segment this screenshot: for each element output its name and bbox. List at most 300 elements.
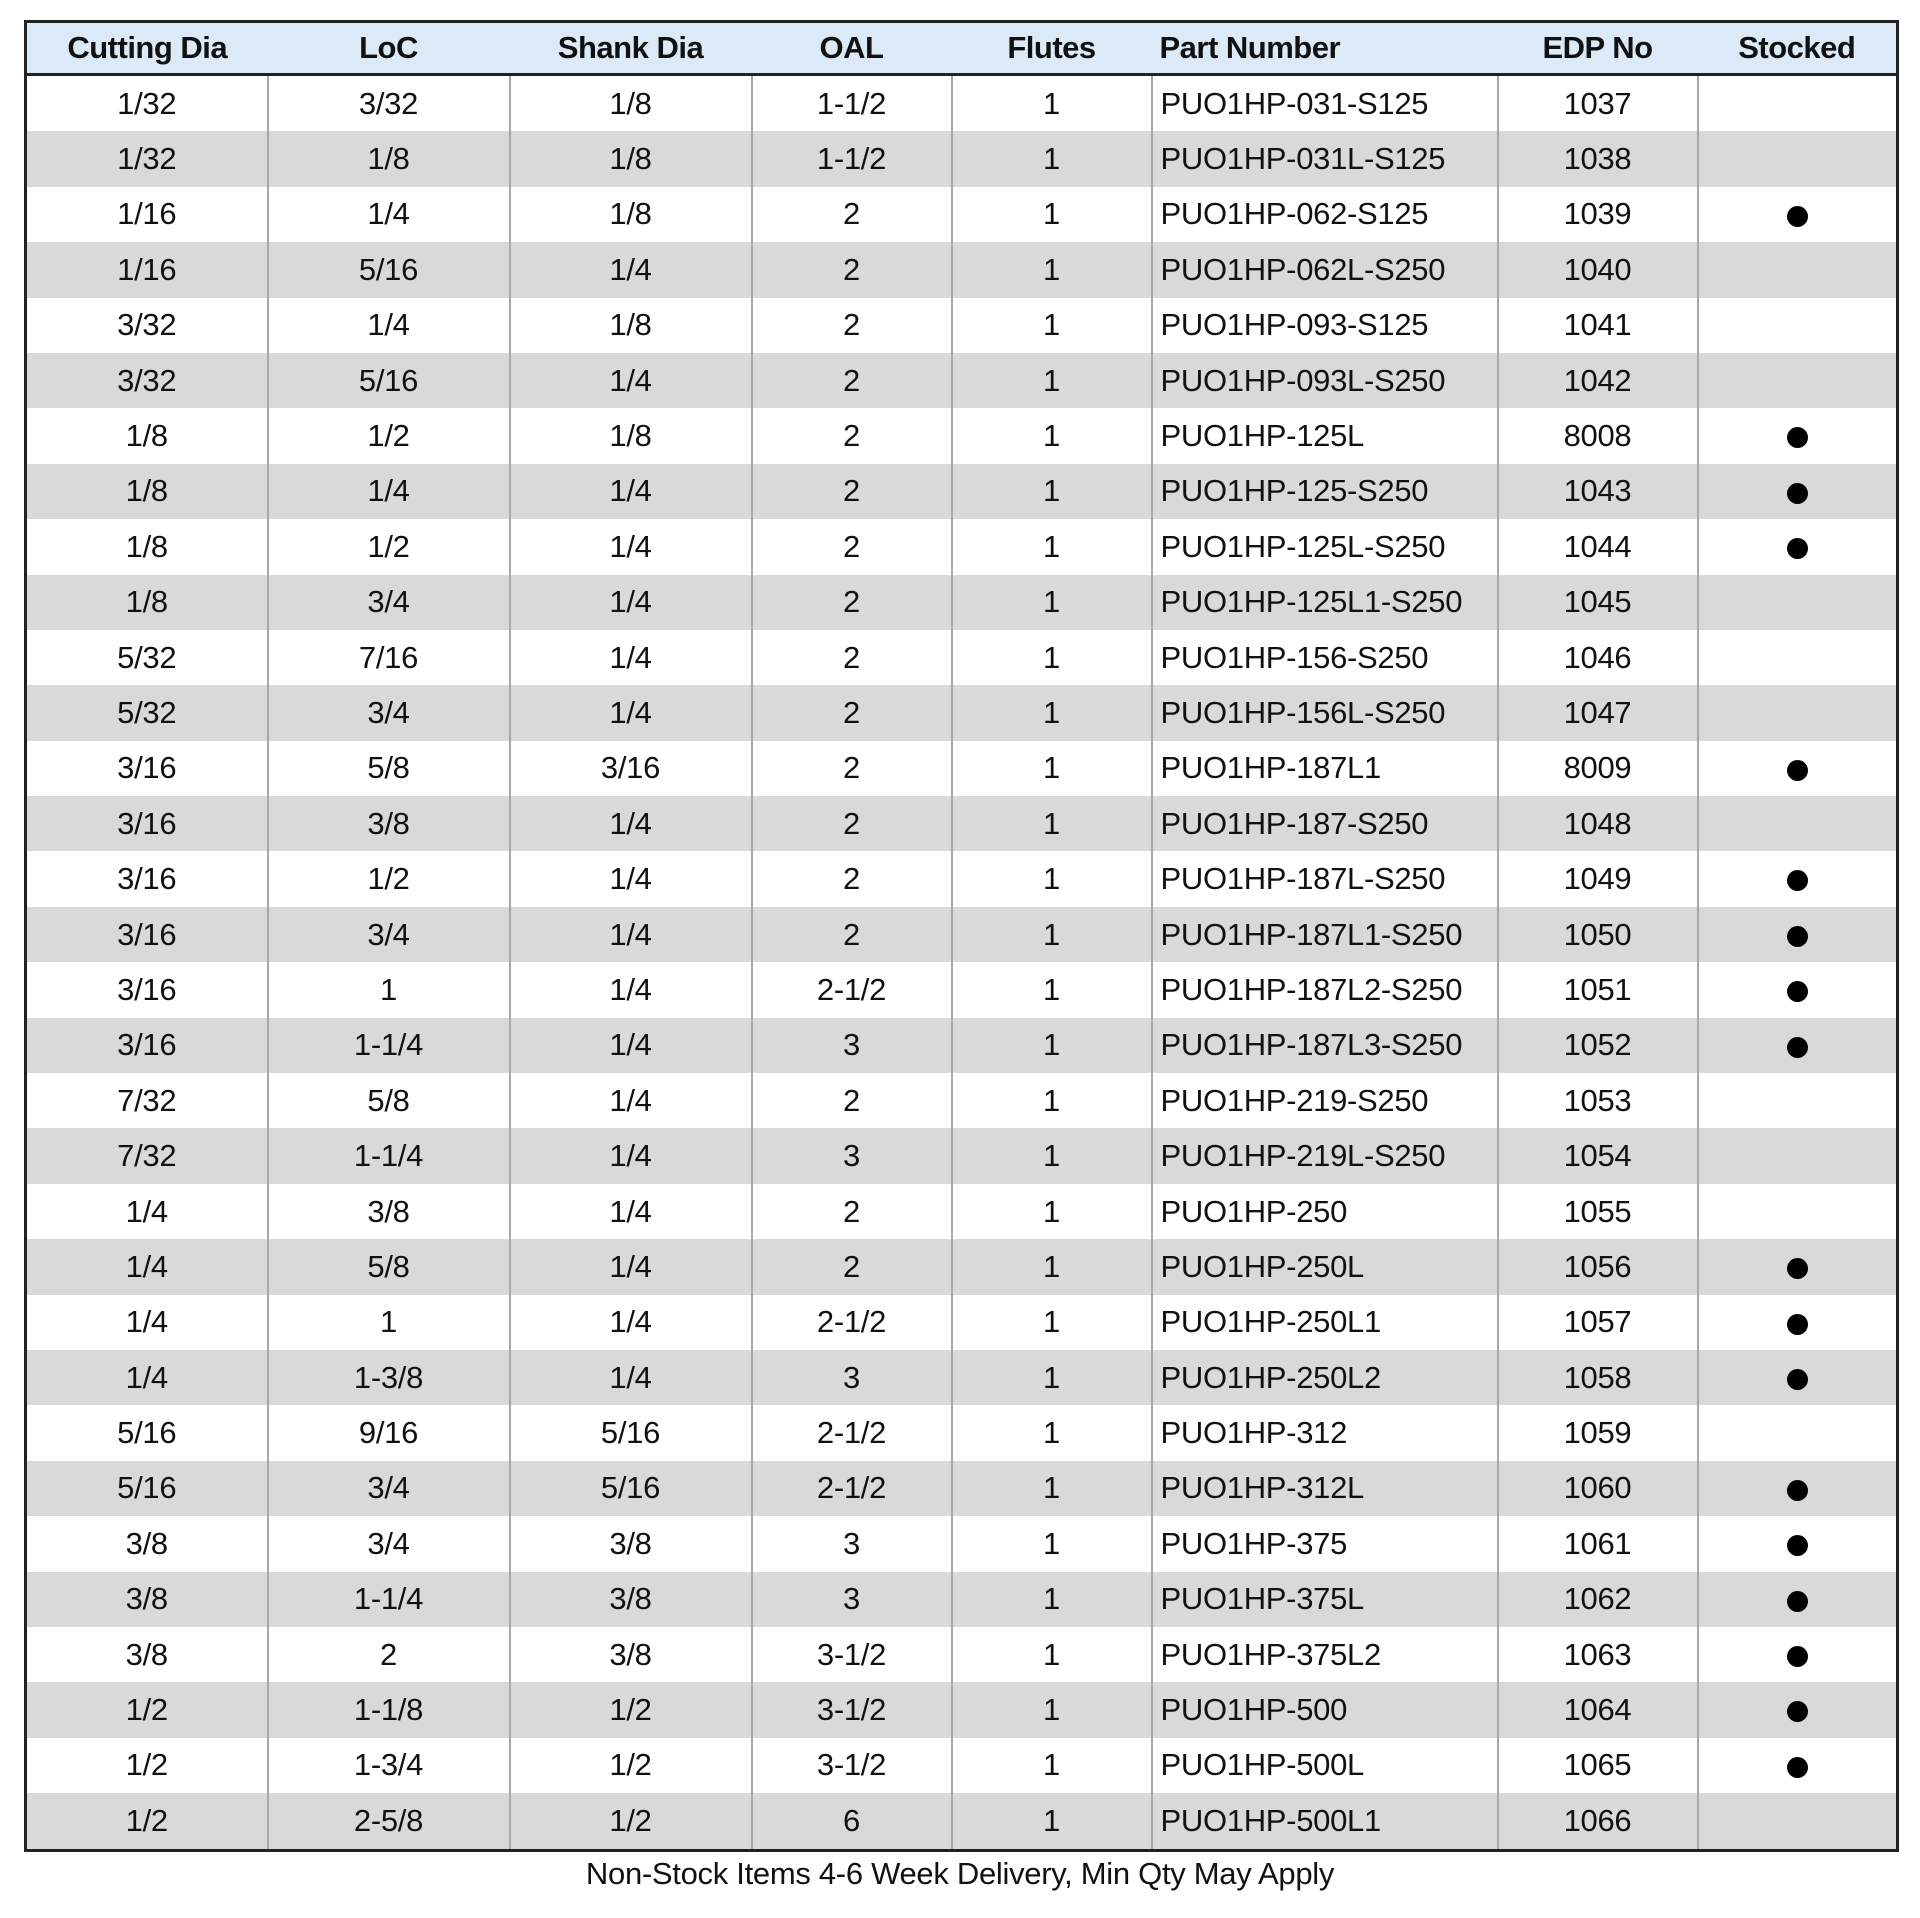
cell-cutting-dia: 7/32 [26,1073,268,1128]
cell-cutting-dia: 1/2 [26,1793,268,1850]
table-row [26,1461,1898,1516]
product-table-sheet [24,20,1896,1852]
cell-loc: 5/16 [268,242,510,297]
cell-stocked [1698,519,1898,574]
cell-shank-dia: 1/4 [510,1018,752,1073]
header-oal: OAL [752,22,952,75]
cell-part-number: PUO1HP-500L1 [1152,1793,1498,1850]
table-row [26,851,1898,906]
cell-flutes: 1 [952,1350,1152,1405]
table-row [26,1239,1898,1294]
cell-edp-no: 1058 [1498,1350,1698,1405]
cell-flutes: 1 [952,353,1152,408]
table-row [26,962,1898,1017]
cell-flutes: 1 [952,1516,1152,1571]
cell-cutting-dia: 5/16 [26,1405,268,1460]
cell-part-number: PUO1HP-250L [1152,1239,1498,1294]
cell-shank-dia: 1/2 [510,1682,752,1737]
filled-circle-icon [1787,483,1808,504]
footnote: Non-Stock Items 4-6 Week Delivery, Min Qty May Apply [585,1856,1335,1891]
cell-stocked [1698,464,1898,519]
cell-cutting-dia: 3/16 [26,962,268,1017]
cell-flutes: 1 [952,741,1152,796]
cell-part-number: PUO1HP-312 [1152,1405,1498,1460]
cell-shank-dia: 1/2 [510,1793,752,1850]
cell-shank-dia: 1/4 [510,353,752,408]
cell-cutting-dia: 5/16 [26,1461,268,1516]
cell-flutes: 1 [952,75,1152,132]
cell-oal: 2-1/2 [752,1461,952,1516]
cell-part-number: PUO1HP-125-S250 [1152,464,1498,519]
filled-circle-icon [1787,1646,1808,1667]
cell-oal: 3 [752,1350,952,1405]
cell-flutes: 1 [952,1793,1152,1850]
cell-shank-dia: 1/8 [510,75,752,132]
cell-oal: 3-1/2 [752,1682,952,1737]
cell-stocked [1698,1627,1898,1682]
cell-part-number: PUO1HP-187-S250 [1152,796,1498,851]
cell-loc: 5/8 [268,1239,510,1294]
cell-part-number: PUO1HP-156-S250 [1152,630,1498,685]
cell-edp-no: 1043 [1498,464,1698,519]
table-row [26,1738,1898,1793]
table-row [26,1073,1898,1128]
cell-stocked [1698,1184,1898,1239]
cell-shank-dia: 1/4 [510,519,752,574]
table-row [26,353,1898,408]
cell-loc: 3/4 [268,1461,510,1516]
table-row [26,741,1898,796]
cell-part-number: PUO1HP-031-S125 [1152,75,1498,132]
cell-cutting-dia: 1/8 [26,519,268,574]
cell-edp-no: 1037 [1498,75,1698,132]
cell-loc: 2-5/8 [268,1793,510,1850]
cell-flutes: 1 [952,962,1152,1017]
cell-cutting-dia: 3/8 [26,1572,268,1627]
cell-shank-dia: 1/8 [510,187,752,242]
header-flutes: Flutes [952,22,1152,75]
cell-loc: 9/16 [268,1405,510,1460]
cell-edp-no: 1057 [1498,1295,1698,1350]
cell-shank-dia: 1/4 [510,1073,752,1128]
cell-oal: 2 [752,575,952,630]
header-shank-dia: Shank Dia [510,22,752,75]
table-row [26,298,1898,353]
table-row [26,1627,1898,1682]
cell-oal: 2 [752,298,952,353]
cell-cutting-dia: 3/16 [26,1018,268,1073]
cell-edp-no: 1038 [1498,131,1698,186]
cell-edp-no: 1041 [1498,298,1698,353]
table-row [26,1793,1898,1850]
cell-loc: 1-3/8 [268,1350,510,1405]
cell-oal: 2 [752,408,952,463]
cell-loc: 1-1/8 [268,1682,510,1737]
cell-flutes: 1 [952,519,1152,574]
cell-edp-no: 1045 [1498,575,1698,630]
cell-flutes: 1 [952,1738,1152,1793]
table-row [26,1128,1898,1183]
cell-cutting-dia: 1/4 [26,1184,268,1239]
cell-loc: 1 [268,962,510,1017]
filled-circle-icon [1787,1314,1808,1335]
cell-cutting-dia: 3/16 [26,796,268,851]
filled-circle-icon [1787,1369,1808,1390]
cell-flutes: 1 [952,187,1152,242]
cell-stocked [1698,1461,1898,1516]
cell-loc: 5/8 [268,1073,510,1128]
table-row [26,1516,1898,1571]
cell-stocked [1698,1350,1898,1405]
cell-shank-dia: 1/4 [510,962,752,1017]
cell-part-number: PUO1HP-219-S250 [1152,1073,1498,1128]
cell-edp-no: 1048 [1498,796,1698,851]
cell-part-number: PUO1HP-219L-S250 [1152,1128,1498,1183]
header-loc: LoC [268,22,510,75]
header-row [26,22,1898,75]
cell-shank-dia: 1/4 [510,685,752,740]
filled-circle-icon [1787,870,1808,891]
cell-edp-no: 1055 [1498,1184,1698,1239]
cell-flutes: 1 [952,464,1152,519]
cell-loc: 3/4 [268,1516,510,1571]
filled-circle-icon [1787,1258,1808,1279]
cell-shank-dia: 5/16 [510,1461,752,1516]
cell-cutting-dia: 7/32 [26,1128,268,1183]
cell-oal: 2 [752,1184,952,1239]
cell-cutting-dia: 1/16 [26,187,268,242]
cell-cutting-dia: 3/8 [26,1516,268,1571]
cell-oal: 3-1/2 [752,1627,952,1682]
cell-shank-dia: 1/4 [510,242,752,297]
cell-edp-no: 1050 [1498,907,1698,962]
table-header [26,22,1898,75]
filled-circle-icon [1787,1037,1808,1058]
cell-shank-dia: 1/4 [510,464,752,519]
cell-flutes: 1 [952,1295,1152,1350]
cell-stocked [1698,1073,1898,1128]
cell-part-number: PUO1HP-187L-S250 [1152,851,1498,906]
cell-shank-dia: 1/4 [510,1295,752,1350]
cell-part-number: PUO1HP-125L1-S250 [1152,575,1498,630]
cell-shank-dia: 1/4 [510,1184,752,1239]
cell-stocked [1698,75,1898,132]
cell-part-number: PUO1HP-250 [1152,1184,1498,1239]
cell-stocked [1698,1516,1898,1571]
cell-shank-dia: 1/4 [510,851,752,906]
cell-stocked [1698,1295,1898,1350]
cell-oal: 2-1/2 [752,1405,952,1460]
cell-edp-no: 1049 [1498,851,1698,906]
table-row [26,907,1898,962]
cell-edp-no: 1063 [1498,1627,1698,1682]
cell-cutting-dia: 1/8 [26,464,268,519]
cell-part-number: PUO1HP-062L-S250 [1152,242,1498,297]
cell-flutes: 1 [952,685,1152,740]
cell-shank-dia: 3/16 [510,741,752,796]
cell-shank-dia: 1/4 [510,796,752,851]
cell-loc: 1-1/4 [268,1572,510,1627]
cell-loc: 3/8 [268,1184,510,1239]
filled-circle-icon [1787,981,1808,1002]
cell-cutting-dia: 1/2 [26,1738,268,1793]
cell-shank-dia: 5/16 [510,1405,752,1460]
cell-shank-dia: 1/4 [510,630,752,685]
cell-part-number: PUO1HP-187L2-S250 [1152,962,1498,1017]
cell-shank-dia: 3/8 [510,1627,752,1682]
cell-shank-dia: 1/4 [510,1239,752,1294]
cell-part-number: PUO1HP-062-S125 [1152,187,1498,242]
cell-loc: 1-1/4 [268,1018,510,1073]
cell-cutting-dia: 1/8 [26,575,268,630]
cell-shank-dia: 3/8 [510,1572,752,1627]
cell-flutes: 1 [952,242,1152,297]
cell-oal: 3 [752,1572,952,1627]
cell-stocked [1698,851,1898,906]
cell-oal: 2-1/2 [752,962,952,1017]
cell-stocked [1698,962,1898,1017]
cell-part-number: PUO1HP-312L [1152,1461,1498,1516]
table-row [26,630,1898,685]
cell-loc: 3/32 [268,75,510,132]
filled-circle-icon [1787,1535,1808,1556]
cell-oal: 2 [752,851,952,906]
cell-edp-no: 1052 [1498,1018,1698,1073]
cell-part-number: PUO1HP-500 [1152,1682,1498,1737]
table-body [26,75,1898,1851]
header-edp-no: EDP No [1498,22,1698,75]
cell-oal: 1-1/2 [752,75,952,132]
cell-flutes: 1 [952,1018,1152,1073]
cell-oal: 2 [752,464,952,519]
cell-loc: 1/4 [268,464,510,519]
cell-flutes: 1 [952,575,1152,630]
cell-stocked [1698,1239,1898,1294]
cell-stocked [1698,1738,1898,1793]
cell-oal: 2 [752,630,952,685]
cell-loc: 1-3/4 [268,1738,510,1793]
cell-oal: 2 [752,741,952,796]
cell-cutting-dia: 3/32 [26,298,268,353]
cell-flutes: 1 [952,1627,1152,1682]
cell-oal: 6 [752,1793,952,1850]
cell-shank-dia: 1/4 [510,1128,752,1183]
cell-oal: 3 [752,1516,952,1571]
cell-oal: 2 [752,907,952,962]
table-row [26,242,1898,297]
cell-loc: 1/8 [268,131,510,186]
cell-edp-no: 1044 [1498,519,1698,574]
cell-shank-dia: 1/4 [510,575,752,630]
table-row [26,1405,1898,1460]
cell-stocked [1698,353,1898,408]
cell-oal: 2 [752,242,952,297]
cell-oal: 2 [752,796,952,851]
cell-flutes: 1 [952,907,1152,962]
cell-stocked [1698,575,1898,630]
cell-loc: 5/16 [268,353,510,408]
cell-edp-no: 1066 [1498,1793,1698,1850]
cell-flutes: 1 [952,298,1152,353]
cell-loc: 2 [268,1627,510,1682]
cell-loc: 3/4 [268,685,510,740]
cell-cutting-dia: 3/8 [26,1627,268,1682]
cell-edp-no: 1059 [1498,1405,1698,1460]
cell-cutting-dia: 1/4 [26,1239,268,1294]
cell-edp-no: 1056 [1498,1239,1698,1294]
cell-oal: 2 [752,1073,952,1128]
cell-cutting-dia: 3/16 [26,741,268,796]
cell-oal: 2 [752,187,952,242]
cell-part-number: PUO1HP-375L [1152,1572,1498,1627]
filled-circle-icon [1787,1480,1808,1501]
cell-edp-no: 1046 [1498,630,1698,685]
filled-circle-icon [1787,427,1808,448]
cell-part-number: PUO1HP-093-S125 [1152,298,1498,353]
cell-stocked [1698,907,1898,962]
cell-oal: 2 [752,685,952,740]
cell-part-number: PUO1HP-093L-S250 [1152,353,1498,408]
cell-flutes: 1 [952,1184,1152,1239]
cell-stocked [1698,630,1898,685]
cell-oal: 2 [752,353,952,408]
cell-part-number: PUO1HP-375 [1152,1516,1498,1571]
table-row [26,1184,1898,1239]
cell-edp-no: 1054 [1498,1128,1698,1183]
cell-cutting-dia: 5/32 [26,685,268,740]
cell-stocked [1698,1405,1898,1460]
cell-stocked [1698,298,1898,353]
cell-loc: 1 [268,1295,510,1350]
cell-cutting-dia: 1/2 [26,1682,268,1737]
cell-loc: 7/16 [268,630,510,685]
cell-flutes: 1 [952,1405,1152,1460]
filled-circle-icon [1787,1701,1808,1722]
cell-edp-no: 1039 [1498,187,1698,242]
cell-part-number: PUO1HP-250L2 [1152,1350,1498,1405]
cell-part-number: PUO1HP-500L [1152,1738,1498,1793]
cell-shank-dia: 1/8 [510,131,752,186]
cell-cutting-dia: 1/8 [26,408,268,463]
table-row [26,187,1898,242]
cell-edp-no: 1053 [1498,1073,1698,1128]
filled-circle-icon [1787,538,1808,559]
cell-cutting-dia: 1/4 [26,1350,268,1405]
cell-cutting-dia: 1/32 [26,75,268,132]
header-stocked: Stocked [1698,22,1898,75]
cell-shank-dia: 3/8 [510,1516,752,1571]
cell-stocked [1698,741,1898,796]
cell-stocked [1698,1682,1898,1737]
table-row [26,1572,1898,1627]
table-row [26,575,1898,630]
cell-oal: 1-1/2 [752,131,952,186]
cell-oal: 3 [752,1128,952,1183]
cell-cutting-dia: 3/32 [26,353,268,408]
filled-circle-icon [1787,926,1808,947]
cell-flutes: 1 [952,1128,1152,1183]
cell-loc: 1/2 [268,851,510,906]
cell-shank-dia: 1/2 [510,1738,752,1793]
cell-part-number: PUO1HP-187L1 [1152,741,1498,796]
cell-part-number: PUO1HP-375L2 [1152,1627,1498,1682]
cell-stocked [1698,187,1898,242]
cell-edp-no: 1042 [1498,353,1698,408]
product-spec-table [24,20,1899,1852]
table-row [26,408,1898,463]
cell-loc: 3/4 [268,575,510,630]
cell-edp-no: 1040 [1498,242,1698,297]
cell-flutes: 1 [952,630,1152,685]
cell-stocked [1698,1572,1898,1627]
cell-loc: 5/8 [268,741,510,796]
filled-circle-icon [1787,760,1808,781]
cell-edp-no: 8008 [1498,408,1698,463]
cell-edp-no: 1051 [1498,962,1698,1017]
cell-stocked [1698,242,1898,297]
cell-part-number: PUO1HP-187L1-S250 [1152,907,1498,962]
cell-stocked [1698,1128,1898,1183]
cell-part-number: PUO1HP-187L3-S250 [1152,1018,1498,1073]
cell-stocked [1698,1793,1898,1850]
cell-stocked [1698,131,1898,186]
cell-part-number: PUO1HP-031L-S125 [1152,131,1498,186]
cell-loc: 1/4 [268,298,510,353]
cell-loc: 1/4 [268,187,510,242]
cell-flutes: 1 [952,1682,1152,1737]
cell-cutting-dia: 1/32 [26,131,268,186]
cell-shank-dia: 1/4 [510,907,752,962]
cell-shank-dia: 1/4 [510,1350,752,1405]
cell-loc: 1/2 [268,519,510,574]
table-row [26,75,1898,132]
cell-edp-no: 8009 [1498,741,1698,796]
cell-edp-no: 1062 [1498,1572,1698,1627]
cell-flutes: 1 [952,1461,1152,1516]
cell-loc: 1/2 [268,408,510,463]
cell-shank-dia: 1/8 [510,408,752,463]
header-cutting-dia: Cutting Dia [26,22,268,75]
table-row [26,796,1898,851]
cell-stocked [1698,1018,1898,1073]
cell-stocked [1698,796,1898,851]
cell-edp-no: 1061 [1498,1516,1698,1571]
table-row [26,1682,1898,1737]
cell-edp-no: 1047 [1498,685,1698,740]
filled-circle-icon [1787,1591,1808,1612]
cell-oal: 2 [752,1239,952,1294]
cell-stocked [1698,685,1898,740]
cell-flutes: 1 [952,408,1152,463]
cell-loc: 1-1/4 [268,1128,510,1183]
cell-edp-no: 1060 [1498,1461,1698,1516]
cell-cutting-dia: 1/4 [26,1295,268,1350]
cell-oal: 3-1/2 [752,1738,952,1793]
table-row [26,1295,1898,1350]
table-row [26,685,1898,740]
cell-part-number: PUO1HP-125L-S250 [1152,519,1498,574]
cell-cutting-dia: 3/16 [26,851,268,906]
table-row [26,519,1898,574]
header-part-number: Part Number [1152,22,1498,75]
table-row [26,464,1898,519]
cell-edp-no: 1064 [1498,1682,1698,1737]
cell-stocked [1698,408,1898,463]
cell-flutes: 1 [952,131,1152,186]
cell-oal: 3 [752,1018,952,1073]
table-row [26,1018,1898,1073]
cell-flutes: 1 [952,851,1152,906]
